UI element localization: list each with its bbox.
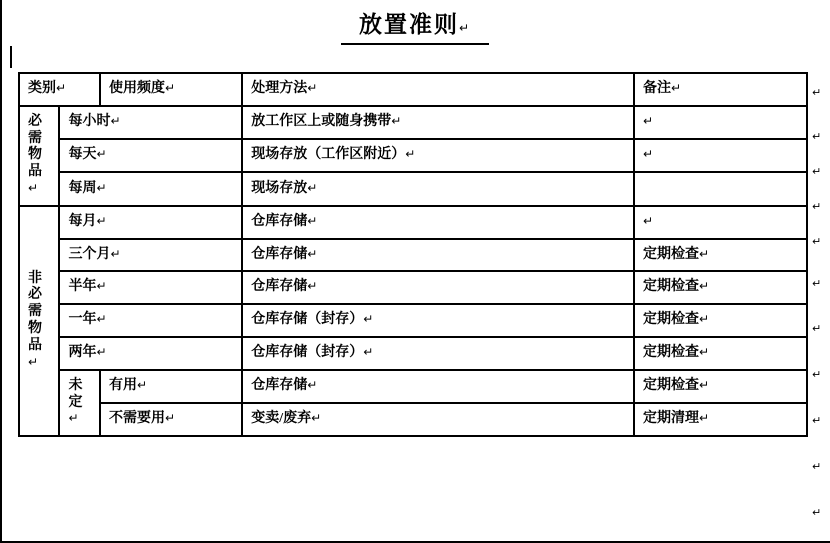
frequency-label: 每月 bbox=[68, 213, 97, 229]
note-cell bbox=[634, 271, 807, 304]
table-row bbox=[19, 304, 807, 337]
paragraph-mark-icon: ↵ bbox=[405, 147, 416, 162]
paragraph-mark-icon: ↵ bbox=[96, 180, 107, 195]
paragraph-mark-icon: ↵ bbox=[110, 246, 121, 261]
paragraph-mark-icon: ↵ bbox=[812, 322, 822, 335]
subcategory-label: 不需要用 bbox=[108, 411, 165, 427]
paragraph-mark-icon: ↵ bbox=[643, 213, 654, 228]
header-category-text: 类别 bbox=[28, 81, 56, 96]
paragraph-mark-icon: ↵ bbox=[643, 114, 654, 129]
paragraph-mark-icon: ↵ bbox=[812, 506, 822, 519]
document-title-block bbox=[0, 0, 830, 45]
table-row bbox=[19, 139, 807, 172]
category-label: 必 需 物品 bbox=[28, 113, 45, 180]
table-row bbox=[19, 370, 807, 403]
method-cell bbox=[242, 172, 634, 205]
paragraph-mark-icon: ↵ bbox=[164, 411, 176, 426]
paragraph-mark-icon: ↵ bbox=[96, 213, 107, 228]
method-label: 仓库存储 bbox=[251, 279, 308, 295]
paragraph-mark-icon: ↵ bbox=[391, 114, 402, 129]
frequency-cell bbox=[59, 271, 242, 304]
note-cell bbox=[634, 172, 807, 205]
category-label: 非 必 需 物 品 bbox=[28, 270, 45, 353]
table-row bbox=[19, 239, 807, 272]
paragraph-mark-icon: ↵ bbox=[311, 411, 322, 426]
category-cell-nonessential bbox=[19, 206, 59, 436]
paragraph-mark-icon: ↵ bbox=[68, 411, 79, 426]
paragraph-mark-icon: ↵ bbox=[307, 213, 318, 228]
frequency-label: 每小时 bbox=[68, 114, 111, 130]
method-label: 现场存放（工作区附近） bbox=[251, 147, 406, 163]
paragraph-mark-icon: ↵ bbox=[643, 147, 654, 162]
table-row bbox=[19, 403, 807, 436]
header-method-text: 处理方法 bbox=[251, 81, 308, 96]
title-underline bbox=[341, 43, 489, 45]
paragraph-mark-icon: ↵ bbox=[110, 114, 121, 129]
frequency-cell bbox=[59, 106, 242, 139]
paragraph-mark-icon: ↵ bbox=[164, 81, 176, 95]
note-cell bbox=[634, 239, 807, 272]
table-header-row bbox=[19, 73, 807, 106]
method-label: 仓库存储（封存） bbox=[251, 312, 364, 328]
subcategory-cell bbox=[100, 403, 242, 436]
table-row bbox=[19, 337, 807, 370]
frequency-label: 一年 bbox=[68, 312, 97, 328]
margin-paragraph-marks bbox=[812, 72, 826, 532]
paragraph-mark-icon: ↵ bbox=[812, 460, 822, 473]
text-cursor-mark bbox=[10, 46, 12, 68]
page-left-edge bbox=[0, 0, 2, 543]
placement-rules-table-wrap bbox=[18, 72, 808, 437]
paragraph-mark-icon: ↵ bbox=[28, 354, 42, 369]
paragraph-mark-icon: ↵ bbox=[363, 312, 374, 327]
paragraph-mark-icon: ↵ bbox=[96, 344, 107, 359]
header-cell-frequency bbox=[100, 73, 242, 106]
note-cell bbox=[634, 337, 807, 370]
method-cell bbox=[242, 304, 634, 337]
method-label: 仓库存储 bbox=[251, 377, 308, 393]
method-cell bbox=[242, 370, 634, 403]
placement-rules-table bbox=[18, 72, 808, 437]
paragraph-mark-icon: ↵ bbox=[812, 200, 822, 213]
method-label: 仓库存储 bbox=[251, 246, 308, 262]
paragraph-mark-icon: ↵ bbox=[699, 312, 710, 327]
frequency-cell bbox=[59, 304, 242, 337]
table-row bbox=[19, 271, 807, 304]
paragraph-mark-icon: ↵ bbox=[307, 279, 318, 294]
header-note-text: 备注 bbox=[643, 81, 672, 96]
subcategory-label: 有用 bbox=[108, 377, 137, 393]
note-label: 定期检查 bbox=[643, 344, 700, 360]
note-cell bbox=[634, 206, 807, 239]
paragraph-mark-icon: ↵ bbox=[307, 81, 318, 95]
header-cell-note bbox=[634, 73, 807, 106]
method-cell bbox=[242, 239, 634, 272]
frequency-cell-undecided bbox=[59, 370, 99, 436]
method-cell bbox=[242, 337, 634, 370]
note-cell bbox=[634, 370, 807, 403]
frequency-cell bbox=[59, 206, 242, 239]
method-cell bbox=[242, 403, 634, 436]
note-cell bbox=[634, 106, 807, 139]
paragraph-mark-icon: ↵ bbox=[307, 377, 318, 392]
paragraph-mark-icon: ↵ bbox=[812, 277, 822, 290]
paragraph-mark-icon: ↵ bbox=[699, 279, 710, 294]
paragraph-mark-icon: ↵ bbox=[699, 344, 710, 359]
method-label: 放工作区上或随身携带 bbox=[251, 114, 392, 130]
method-label: 现场存放 bbox=[251, 180, 308, 196]
note-label: 定期检查 bbox=[643, 279, 700, 295]
paragraph-mark-icon: ↵ bbox=[812, 414, 822, 427]
subcategory-cell bbox=[100, 370, 242, 403]
paragraph-mark-icon: ↵ bbox=[363, 344, 374, 359]
page-title-text: 放置准则 bbox=[358, 12, 459, 37]
paragraph-mark-icon: ↵ bbox=[56, 81, 67, 95]
frequency-label: 两年 bbox=[68, 344, 97, 360]
note-cell bbox=[634, 139, 807, 172]
note-label: 定期检查 bbox=[643, 246, 700, 262]
paragraph-mark-icon: ↵ bbox=[96, 312, 107, 327]
paragraph-mark-icon: ↵ bbox=[136, 377, 148, 392]
paragraph-mark-icon: ↵ bbox=[812, 130, 822, 143]
note-label: 定期清理 bbox=[643, 411, 700, 427]
method-label: 变卖/废弃 bbox=[251, 411, 312, 427]
note-label: 定期检查 bbox=[643, 377, 700, 393]
method-cell bbox=[242, 206, 634, 239]
paragraph-mark-icon: ↵ bbox=[96, 147, 107, 162]
paragraph-mark-icon: ↵ bbox=[812, 368, 822, 381]
category-cell-essential bbox=[19, 106, 59, 206]
note-cell bbox=[634, 304, 807, 337]
table-row bbox=[19, 172, 807, 205]
paragraph-mark-icon: ↵ bbox=[307, 246, 318, 261]
frequency-label: 半年 bbox=[68, 279, 97, 295]
frequency-label: 每周 bbox=[68, 180, 97, 196]
method-cell bbox=[242, 139, 634, 172]
header-cell-method bbox=[242, 73, 634, 106]
paragraph-mark-icon: ↵ bbox=[699, 246, 710, 261]
paragraph-mark-icon: ↵ bbox=[699, 411, 710, 426]
table-row bbox=[19, 206, 807, 239]
frequency-cell bbox=[59, 139, 242, 172]
note-label: 定期检查 bbox=[643, 312, 700, 328]
header-cell-category bbox=[19, 73, 100, 106]
paragraph-mark-icon: ↵ bbox=[699, 377, 710, 392]
paragraph-mark-icon: ↵ bbox=[812, 165, 822, 178]
paragraph-mark-icon: ↵ bbox=[307, 180, 318, 195]
paragraph-mark-icon: ↵ bbox=[812, 86, 822, 99]
frequency-label: 三个月 bbox=[68, 246, 111, 262]
frequency-cell bbox=[59, 337, 242, 370]
frequency-label: 每天 bbox=[68, 147, 97, 163]
frequency-cell bbox=[59, 172, 242, 205]
frequency-label: 未定 bbox=[68, 377, 83, 410]
paragraph-mark-icon: ↵ bbox=[671, 81, 682, 95]
method-label: 仓库存储 bbox=[251, 213, 308, 229]
paragraph-mark-icon: ↵ bbox=[28, 180, 42, 195]
note-cell bbox=[634, 403, 807, 436]
paragraph-mark-icon: ↵ bbox=[96, 279, 107, 294]
table-row bbox=[19, 106, 807, 139]
method-cell bbox=[242, 106, 634, 139]
method-label: 仓库存储（封存） bbox=[251, 344, 364, 360]
method-cell bbox=[242, 271, 634, 304]
frequency-cell bbox=[59, 239, 242, 272]
page-title bbox=[0, 0, 830, 41]
paragraph-mark-icon: ↵ bbox=[458, 21, 472, 35]
header-frequency-text: 使用频度 bbox=[108, 81, 165, 96]
paragraph-mark-icon: ↵ bbox=[812, 235, 822, 248]
